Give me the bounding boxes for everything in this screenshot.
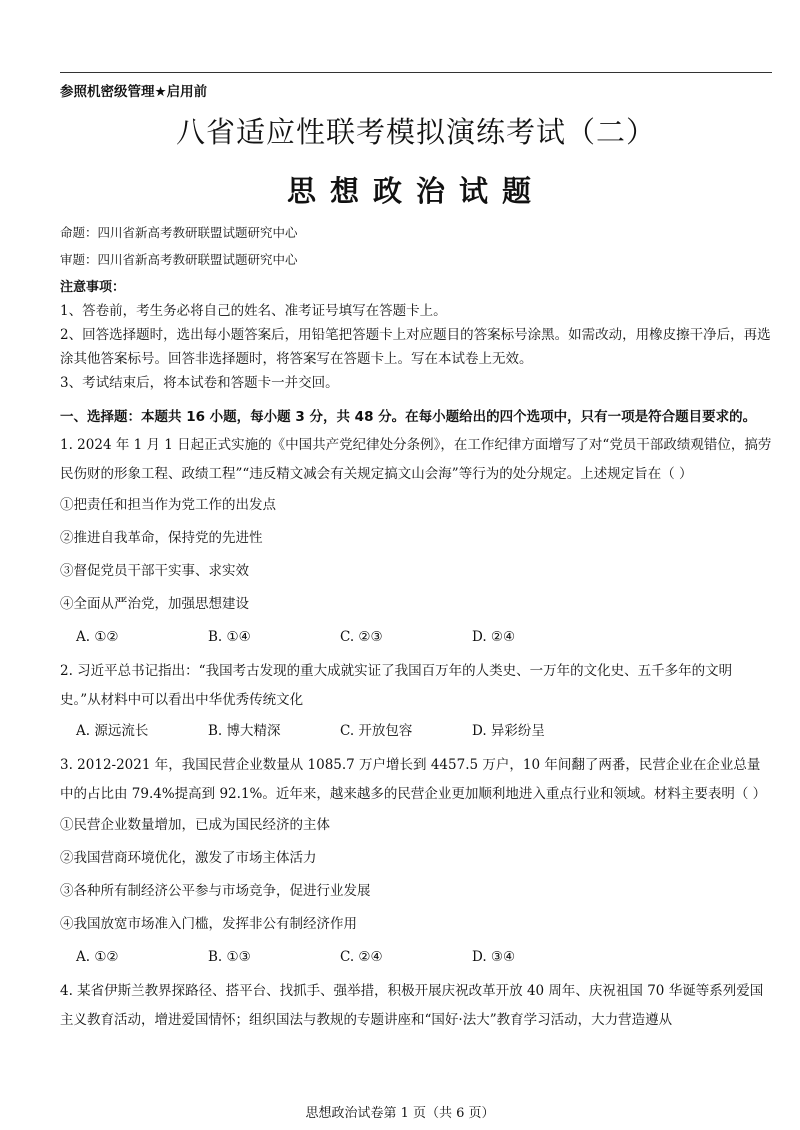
question-2-stem: 2. 习近平总书记指出：“我国考古发现的重大成就实证了我国百万年的人类史、一万年的文化史、五千多年的文明史。”从材料中可以看出中华优秀传统文化 <box>60 663 733 708</box>
question-1-option: ③督促党员干部干实事、求实效 <box>60 563 249 579</box>
question-1-option: ②推进自我革命，保持党的先进性 <box>60 530 263 546</box>
notes-heading: 注意事项： <box>60 280 126 295</box>
question-1-stem: 1. 2024 年 1 月 1 日起正式实施的《中国共产党纪律处分条例》，在工作纪律方面增写了对“党员干部政绩观错位，搞劳民伤财的形象工程、政绩工程”“违反精文减会有关规定搞文山会海”等行为的处分规定。上述规定旨在（ ） <box>60 437 772 482</box>
choice-c: C. 开放包容 <box>340 723 413 739</box>
author-line: 命题：四川省新高考教研联盟试题研究中心 <box>60 225 298 240</box>
section-heading: 一、选择题：本题共 16 小题，每小题 3 分，共 48 分。在每小题给出的四个选项中，只有一项是符合题目要求的。 <box>60 409 757 425</box>
header-rule <box>60 72 772 73</box>
question-3-choices <box>60 941 772 973</box>
choice-b: B. 博大精深 <box>208 723 281 739</box>
classification-label: 参照机密级管理★启用前 <box>60 84 208 100</box>
question-3-option: ①民营企业数量增加，已成为国民经济的主体 <box>60 817 330 833</box>
note-item: 2、回答选择题时，选出每小题答案后，用铅笔把答题卡上对应题目的答案标号涂黑。如需改动，用橡皮擦干净后，再选涂其他答案标号。回答非选择题时，将答案写在答题卡上。写在本试卷上无效。 <box>60 327 771 367</box>
choice-c: C. ②④ <box>340 949 383 965</box>
note-item: 1、答卷前，考生务必将自己的姓名、准考证号填写在答题卡上。 <box>60 303 447 319</box>
choice-b: B. ①③ <box>208 949 251 965</box>
reviewer-line: 审题：四川省新高考教研联盟试题研究中心 <box>60 252 298 267</box>
exam-subject: 思想政治试题 <box>286 174 545 208</box>
exam-title: 八省适应性联考模拟演练考试（二） <box>175 115 656 149</box>
question-1-option: ①把责任和担当作为党工作的出发点 <box>60 497 276 513</box>
exam-meta <box>60 222 772 276</box>
question-4-stem: 4. 某省伊斯兰教界探路径、搭平台、找抓手、强举措，积极开展庆祝改革开放 40 周年、庆祝祖国 70 华诞等系列爱国主义教育活动，增进爱国情怀；组织国法与教规的专题讲座和“国好·法大”教育学习活动，大力营造遵从 <box>60 983 764 1028</box>
exam-page <box>60 78 772 1035</box>
question-2-choices <box>60 715 772 747</box>
question-3-option: ④我国放宽市场准入门槛，发挥非公有制经济作用 <box>60 916 357 932</box>
choice-d: D. ③④ <box>472 949 516 965</box>
choice-d: D. 异彩纷呈 <box>472 723 545 739</box>
page-footer: 思想政治试卷第 1 页（共 6 页） <box>305 1106 495 1121</box>
question-3-option: ③各种所有制经济公平参与市场竞争，促进行业发展 <box>60 883 371 899</box>
choice-a: A. ①② <box>76 949 119 965</box>
question-1-option: ④全面从严治党，加强思想建设 <box>60 596 249 612</box>
choice-b: B. ①④ <box>208 629 251 645</box>
question-3-option: ②我国营商环境优化，激发了市场主体活力 <box>60 850 317 866</box>
note-item: 3、考试结束后，将本试卷和答题卡一并交回。 <box>60 375 339 391</box>
choice-a: A. ①② <box>76 629 119 645</box>
question-1-choices <box>60 621 772 653</box>
choice-c: C. ②③ <box>340 629 383 645</box>
notes-list <box>60 299 772 395</box>
choice-a: A. 源远流长 <box>76 723 149 739</box>
choice-d: D. ②④ <box>472 629 516 645</box>
question-3-stem: 3. 2012-2021 年，我国民营企业数量从 1085.7 万户增长到 4457.5 万户，10 年间翻了两番，民营企业在企业总量中的占比由 79.4%提高到 92.1%。近年来，越来越多的民营企业更加顺利地进入重点行业和领域。材料主要表明（ ） <box>60 757 767 802</box>
